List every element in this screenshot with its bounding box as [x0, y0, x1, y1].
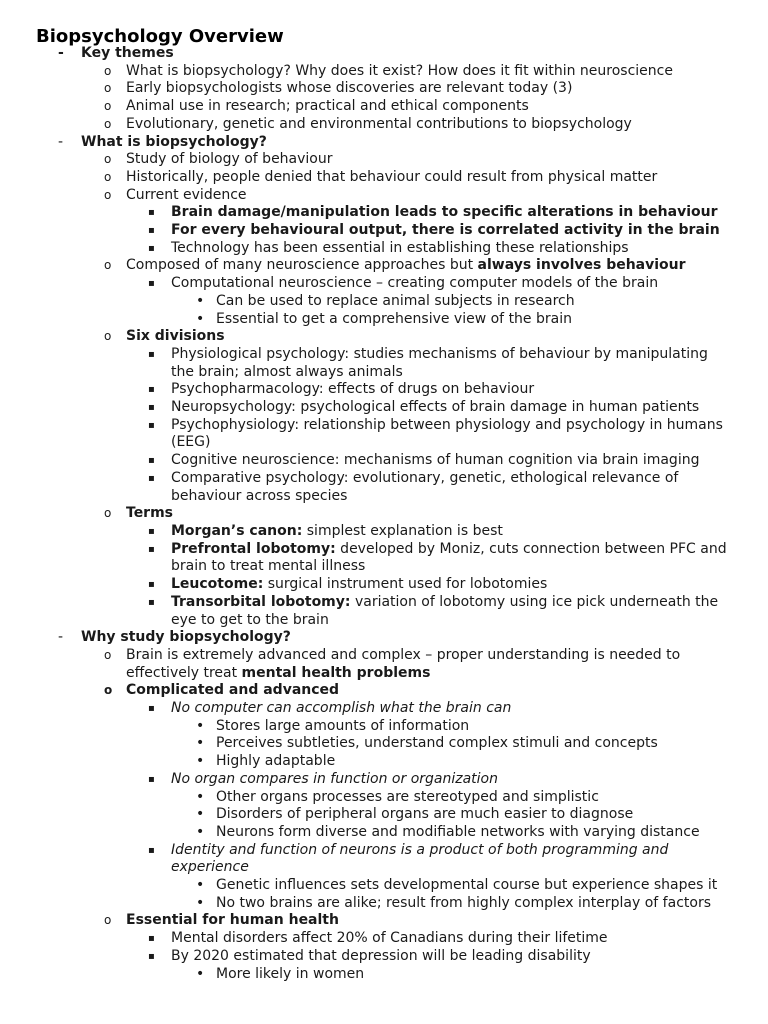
outline-row	[0, 806, 768, 824]
outline-text	[171, 240, 768, 258]
outline-row	[0, 275, 768, 293]
text-run: Terms	[126, 505, 174, 522]
outline-row	[0, 594, 768, 629]
outline-text	[81, 134, 768, 152]
outline-row	[0, 948, 768, 966]
outline-text	[171, 470, 768, 505]
circle-bullet-icon: o	[104, 913, 112, 928]
square-bullet-icon: ▪	[148, 703, 155, 715]
outline-item	[0, 134, 768, 152]
outline-item	[0, 912, 768, 930]
outline-text	[171, 417, 768, 452]
outline-item	[0, 789, 768, 807]
outline-row	[0, 647, 768, 682]
outline-text	[171, 204, 768, 222]
square-bullet-icon: ▪	[148, 773, 155, 785]
text-run: mental health problems	[241, 664, 431, 681]
text-run: Early biopsychologists whose discoveries are relevant today (3)	[126, 80, 573, 97]
text-run: No two brains are alike; result from highly complex interplay of factors	[216, 894, 711, 911]
dot-bullet-icon: •	[196, 310, 205, 327]
outline-row	[0, 151, 768, 169]
outline-item	[0, 629, 768, 647]
outline-item	[0, 328, 768, 346]
outline-row	[0, 771, 768, 789]
outline-item	[0, 452, 768, 470]
text-run: Essential to get a comprehensive view of the brain	[216, 310, 572, 327]
outline-item	[0, 222, 768, 240]
text-run: Key themes	[81, 45, 174, 61]
outline-item	[0, 842, 768, 877]
square-bullet-icon: ▪	[148, 543, 155, 555]
outline-item	[0, 735, 768, 753]
text-run: Cognitive neuroscience: mechanisms of human cognition via brain imaging	[171, 452, 700, 469]
outline-row	[0, 257, 768, 275]
text-run: What is biopsychology?	[81, 133, 267, 150]
outline-text	[171, 700, 768, 718]
outline-text	[216, 718, 768, 736]
text-run: Physiological psychology: studies mechanisms of behaviour by manipulating the brain; almost always animals	[171, 345, 708, 380]
text-run: variation of lobotomy using ice pick underneath the eye to get to the brain	[171, 593, 719, 628]
outline-text	[171, 399, 768, 417]
outline-item	[0, 470, 768, 505]
circle-bullet-icon: o	[104, 258, 112, 273]
outline-row	[0, 470, 768, 505]
text-run: Current evidence	[126, 186, 247, 203]
outline-item	[0, 293, 768, 311]
square-bullet-icon: ▪	[148, 933, 155, 945]
outline-row	[0, 240, 768, 258]
text-run: By 2020 estimated that depression will be leading disability	[171, 947, 591, 964]
text-run: Evolutionary, genetic and environmental contributions to biopsychology	[126, 115, 632, 132]
outline-item	[0, 151, 768, 169]
square-bullet-icon: ▪	[148, 419, 155, 431]
text-run: Why study biopsychology?	[81, 629, 291, 646]
outline-item	[0, 80, 768, 98]
outline-text	[171, 275, 768, 293]
outline-row	[0, 98, 768, 116]
outline-text	[216, 877, 768, 895]
outline-item	[0, 541, 768, 576]
text-run: Technology has been essential in establishing these relationships	[171, 239, 629, 256]
outline-text	[126, 682, 768, 700]
text-run: Composed of many neuroscience approaches but	[126, 257, 478, 274]
square-bullet-icon: ▪	[148, 402, 155, 414]
outline-item	[0, 806, 768, 824]
circle-bullet-icon: o	[104, 63, 112, 78]
square-bullet-icon: ▪	[148, 348, 155, 360]
outline-row	[0, 45, 768, 63]
outline-text	[126, 80, 768, 98]
outline-item	[0, 718, 768, 736]
text-run: Highly adaptable	[216, 753, 336, 770]
text-run: Stores large amounts of information	[216, 717, 470, 734]
text-run: For every behavioural output, there is correlated activity in the brain	[171, 222, 720, 239]
text-run: developed by Moniz, cuts connection between PFC and brain to treat mental illness	[171, 540, 727, 575]
outline-row	[0, 541, 768, 576]
outline-row	[0, 417, 768, 452]
text-run: Identity and function of neurons is a product of both programming and experience	[171, 841, 669, 876]
outline-item	[0, 399, 768, 417]
text-run: No computer can accomplish what the brain can	[171, 700, 512, 717]
outline-row	[0, 381, 768, 399]
outline-row	[0, 576, 768, 594]
outline-row	[0, 311, 768, 329]
outline-text	[216, 789, 768, 807]
text-run: More likely in women	[216, 965, 365, 982]
text-run: Computational neuroscience – creating computer models of the brain	[171, 275, 659, 292]
circle-bullet-icon: o	[104, 152, 112, 167]
outline-text	[171, 594, 768, 629]
outline-row	[0, 80, 768, 98]
text-run: Animal use in research; practical and ethical components	[126, 98, 529, 115]
outline-item	[0, 417, 768, 452]
outline-item	[0, 576, 768, 594]
circle-bullet-icon: o	[104, 187, 112, 202]
text-run: always involves behaviour	[477, 257, 686, 274]
dash-bullet-icon: -	[58, 629, 64, 646]
outline-row	[0, 116, 768, 134]
outline-item	[0, 824, 768, 842]
outline-item	[0, 116, 768, 134]
outline-item	[0, 647, 768, 682]
outline-text	[171, 381, 768, 399]
outline-row	[0, 789, 768, 807]
outline-item	[0, 523, 768, 541]
outline-item	[0, 187, 768, 205]
outline-row	[0, 842, 768, 877]
dot-bullet-icon: •	[196, 823, 205, 840]
outline-row	[0, 735, 768, 753]
outline-item	[0, 346, 768, 381]
outline-row	[0, 718, 768, 736]
text-run: Prefrontal lobotomy:	[171, 540, 336, 557]
outline-row	[0, 523, 768, 541]
text-run: Psychophysiology: relationship between physiology and psychology in humans (EEG)	[171, 416, 723, 451]
outline-text	[216, 895, 768, 913]
text-run: Six divisions	[126, 328, 225, 345]
outline-row	[0, 700, 768, 718]
outline-row	[0, 930, 768, 948]
text-run: Other organs processes are stereotyped and simplistic	[216, 788, 599, 805]
text-run: Genetic influences sets developmental course but experience shapes it	[216, 877, 718, 894]
dot-bullet-icon: •	[196, 877, 205, 894]
outline-text	[171, 523, 768, 541]
outline-item	[0, 169, 768, 187]
outline-row	[0, 328, 768, 346]
circle-bullet-icon: o	[104, 169, 112, 184]
text-run: Brain is extremely advanced and complex – proper understanding is needed to effectively treat	[126, 646, 681, 681]
outline-text	[171, 948, 768, 966]
outline-item	[0, 753, 768, 771]
outline-text	[126, 63, 768, 81]
square-bullet-icon: ▪	[148, 844, 155, 856]
outline-item	[0, 505, 768, 523]
square-bullet-icon: ▪	[148, 950, 155, 962]
text-run: Comparative psychology: evolutionary, genetic, ethological relevance of behaviour across species	[171, 469, 679, 504]
circle-bullet-icon: o	[104, 116, 112, 131]
outline-text	[171, 346, 768, 381]
dot-bullet-icon: •	[196, 788, 205, 805]
text-run: Complicated and advanced	[126, 682, 340, 699]
outline-text	[126, 912, 768, 930]
outline-item	[0, 877, 768, 895]
outline-row	[0, 505, 768, 523]
outline-item	[0, 771, 768, 789]
text-run: Disorders of peripheral organs are much easier to diagnose	[216, 806, 634, 823]
square-bullet-icon: ▪	[148, 472, 155, 484]
outline-item	[0, 895, 768, 913]
circle-bullet-icon: o	[104, 506, 112, 521]
outline-text	[126, 187, 768, 205]
text-run: No organ compares in function or organization	[171, 770, 498, 787]
outline-row	[0, 966, 768, 984]
outline-item	[0, 381, 768, 399]
text-run: Neuropsychology: psychological effects of brain damage in human patients	[171, 399, 700, 416]
outline-text	[171, 771, 768, 789]
text-run: Transorbital lobotomy:	[171, 593, 351, 610]
outline-row	[0, 134, 768, 152]
outline-text	[171, 222, 768, 240]
text-run: Neurons form diverse and modifiable networks with varying distance	[216, 823, 700, 840]
outline-text	[171, 452, 768, 470]
outline-text	[216, 806, 768, 824]
outline-text	[171, 842, 768, 877]
text-run: What is biopsychology? Why does it exist? How does it fit within neuroscience	[126, 62, 673, 79]
outline-row	[0, 912, 768, 930]
outline-item	[0, 257, 768, 275]
outline-item	[0, 204, 768, 222]
square-bullet-icon: ▪	[148, 207, 155, 219]
text-run: Psychopharmacology: effects of drugs on behaviour	[171, 381, 535, 398]
square-bullet-icon: ▪	[148, 242, 155, 254]
outline-item	[0, 98, 768, 116]
circle-bullet-icon: o	[104, 647, 112, 662]
outline-row	[0, 753, 768, 771]
outline-item	[0, 311, 768, 329]
circle-bullet-icon: o	[104, 99, 112, 114]
outline-row	[0, 399, 768, 417]
outline-text	[171, 541, 768, 576]
outline-row	[0, 452, 768, 470]
outline-text	[171, 576, 768, 594]
text-run: Leucotome:	[171, 576, 264, 593]
outline-item	[0, 240, 768, 258]
text-run: Study of biology of behaviour	[126, 151, 333, 168]
outline-text	[216, 966, 768, 984]
text-run: Can be used to replace animal subjects in research	[216, 292, 575, 309]
outline-text	[216, 824, 768, 842]
outline-item	[0, 63, 768, 81]
outline-text	[216, 293, 768, 311]
outline-text	[126, 505, 768, 523]
dot-bullet-icon: •	[196, 965, 205, 982]
outline-row	[0, 346, 768, 381]
outline-item	[0, 700, 768, 718]
text-run: Brain damage/manipulation leads to specific alterations in behaviour	[171, 204, 718, 221]
outline-text	[81, 629, 768, 647]
circle-bullet-icon: o	[104, 81, 112, 96]
dot-bullet-icon: •	[196, 717, 205, 734]
outline-text	[216, 753, 768, 771]
dot-bullet-icon: •	[196, 292, 205, 309]
square-bullet-icon: ▪	[148, 384, 155, 396]
dash-bullet-icon: -	[58, 45, 64, 61]
dash-bullet-icon: -	[58, 133, 64, 150]
text-run: simplest explanation is best	[302, 522, 503, 539]
outline-item	[0, 45, 768, 63]
square-bullet-icon: ▪	[148, 596, 155, 608]
outline-text	[216, 311, 768, 329]
page-title: Biopsychology Overview	[36, 26, 284, 47]
outline-row	[0, 187, 768, 205]
dot-bullet-icon: •	[196, 753, 205, 770]
text-run: Essential for human health	[126, 912, 339, 929]
outline-text	[81, 45, 768, 63]
text-run: Perceives subtleties, understand complex stimuli and concepts	[216, 735, 658, 752]
outline-text	[126, 116, 768, 134]
text-run: Historically, people denied that behaviour could result from physical matter	[126, 168, 658, 185]
outline-text	[126, 169, 768, 187]
outline-row	[0, 204, 768, 222]
dot-bullet-icon: •	[196, 735, 205, 752]
circle-bullet-icon: o	[104, 683, 113, 698]
outline-row	[0, 682, 768, 700]
outline-text	[126, 151, 768, 169]
outline-row	[0, 222, 768, 240]
outline-text	[126, 647, 768, 682]
outline-text	[126, 328, 768, 346]
outline-item	[0, 594, 768, 629]
square-bullet-icon: ▪	[148, 525, 155, 537]
outline-row	[0, 293, 768, 311]
outline-text	[216, 735, 768, 753]
text-run: surgical instrument used for lobotomies	[263, 576, 548, 593]
outline-item	[0, 930, 768, 948]
outline-row	[0, 63, 768, 81]
text-run: Morgan’s canon:	[171, 522, 303, 539]
square-bullet-icon: ▪	[148, 278, 155, 290]
outline-text	[126, 257, 768, 275]
outline-item	[0, 966, 768, 984]
outline-text	[171, 930, 768, 948]
square-bullet-icon: ▪	[148, 455, 155, 467]
square-bullet-icon: ▪	[148, 225, 155, 237]
outline-row	[0, 629, 768, 647]
dot-bullet-icon: •	[196, 894, 205, 911]
notes-outline	[0, 45, 768, 983]
outline-item	[0, 948, 768, 966]
outline-row	[0, 824, 768, 842]
circle-bullet-icon: o	[104, 329, 112, 344]
outline-row	[0, 169, 768, 187]
outline-row	[0, 895, 768, 913]
outline-item	[0, 682, 768, 700]
outline-row	[0, 877, 768, 895]
outline-item	[0, 275, 768, 293]
outline-text	[126, 98, 768, 116]
square-bullet-icon: ▪	[148, 579, 155, 591]
dot-bullet-icon: •	[196, 806, 205, 823]
text-run: Mental disorders affect 20% of Canadians during their lifetime	[171, 930, 608, 947]
